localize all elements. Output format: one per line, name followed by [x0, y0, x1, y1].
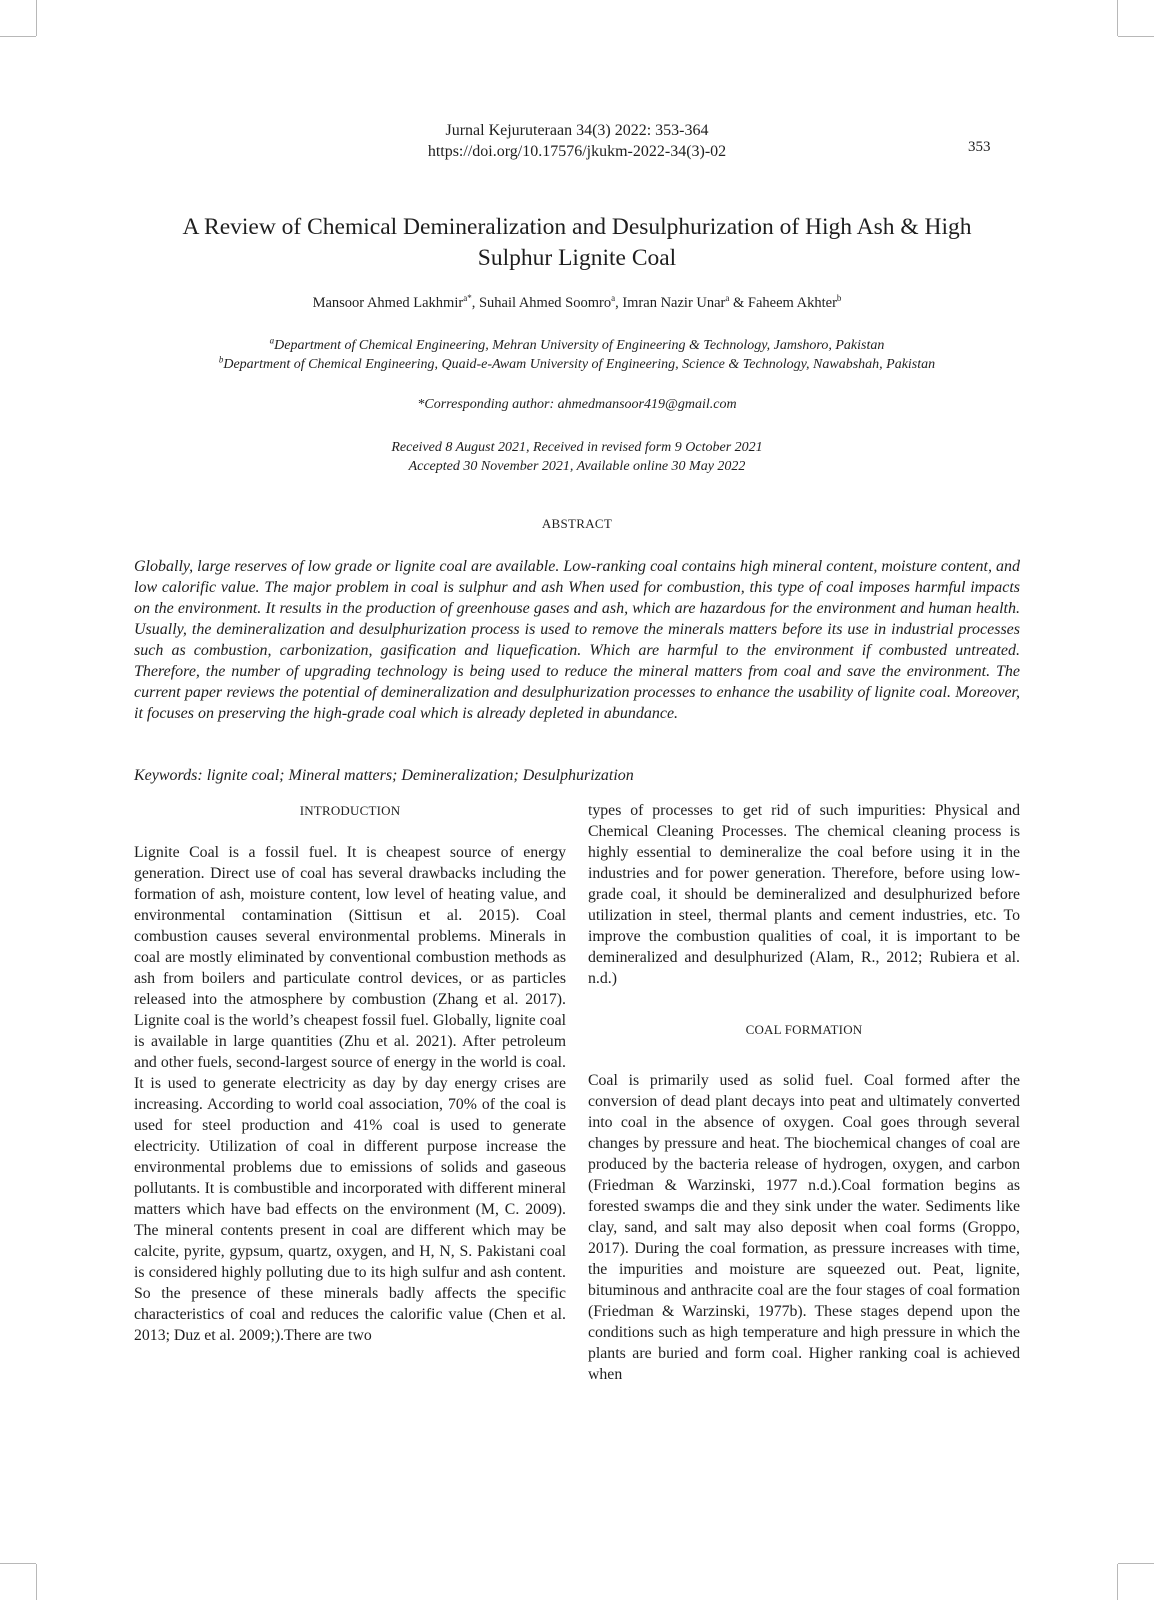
affiliations [100, 336, 1054, 374]
author-affil-mark: a* [463, 293, 472, 304]
coal-formation-heading: COAL FORMATION [745, 1022, 863, 1037]
author-separator: , [471, 295, 479, 311]
author-name: Mansoor Ahmed Lakhmir [312, 295, 464, 311]
journal-header [300, 120, 854, 162]
journal-citation: Jurnal Kejuruteraan 34(3) 2022: 353-364 [445, 122, 709, 139]
abstract-heading: ABSTRACT [541, 516, 613, 531]
left-column [134, 800, 566, 1346]
author-affil-mark: a [725, 293, 730, 304]
keywords: Keywords: lignite coal; Mineral matters; Demineralization; Desulphurization [134, 767, 634, 784]
crop-mark-bl-v [36, 1564, 37, 1600]
page-number: 353 [968, 139, 991, 155]
right-column [588, 800, 1020, 1385]
crop-mark-tl-h [0, 36, 36, 37]
introduction-paragraph: Lignite Coal is a fossil fuel. It is cheapest source of energy generation. Direct use of coal has several drawbacks including the formation of ash, moisture content, low level of heating value, and environmental contamination (Sittisun et al. 2015). Coal combustion causes several environmental problems. Minerals in coal are mostly eliminated by conventional combustion methods as ash from boilers and particulate control devices, or as particles released into the atmosphere by combustion (Zhang et al. 2017). Lignite coal is the world’s cheapest fossil fuel. Globally, lignite coal is available in large quantities (Zhu et al. 2021). After petroleum and other fuels, second-largest source of energy in the world is coal. It is used to generate electricity as day by day energy crises are increasing. According to world coal association, 70% of the coal is used for steel production and 41% coal is used to generate electricity. Utilization of coal in different purpose increase the environmental problems due to emissions of solids and gaseous pollutants. It is combustible and incorporated with different mineral matters which have bad effects on the environment (M, C. 2009). The mineral contents present in coal are different which may be calcite, pyrite, gypsum, quartz, oxygen, and H, N, S. Pakistani coal is considered highly polluting due to its high sulfur and ash content. So the presence of these minerals badly affects the specific characteristics of coal and reduces the calorific value (Chen et al. 2013; Duz et al. 2009;).There are two [134, 844, 566, 1344]
doi-link[interactable]: https://doi.org/10.17576/jkukm-2022-34(3)-02 [427, 143, 727, 160]
author-name: Faheem Akhter [747, 295, 837, 311]
abstract-text: Globally, large reserves of low grade or lignite coal are available. Low-ranking coal contains high mineral content, moisture content, and low calorific value. The major problem in coal is sulphur and ash When used for combustion, this type of coal imposes harmful impacts on the environment. It results in the production of greenhouse gases and ash, which are hazardous for the environment and human health. Usually, the demineralization and desulphurization process is used to remove the minerals matters before its use in industrial processes such as combustion, carbonization, gasification and liquefication. Which are harmful to the environment if combusted untreated. Therefore, the number of upgrading technology is being used to reduce the mineral matters from coal and save the environment. The current paper reviews the potential of demineralization and desulphurization processes to enhance the usability of lignite coal. Moreover, it focuses on preserving the high-grade coal which is already depleted in abundance. [134, 558, 1020, 722]
author-separator: , [615, 295, 623, 311]
crop-mark-bl-h [0, 1563, 36, 1564]
received-dates: Received 8 August 2021, Received in revised form 9 October 2021 [391, 440, 763, 455]
crop-mark-tr-v [1117, 0, 1118, 36]
introduction-heading: INTRODUCTION [299, 803, 401, 818]
crop-mark-tl-v [36, 0, 37, 36]
author-name: Imran Nazir Unar [622, 295, 726, 311]
paper-title [130, 212, 1024, 274]
coal-formation-paragraph: Coal is primarily used as solid fuel. Coal formed after the conversion of dead plant decays into peat and ultimately converted into coal in the absence of oxygen. Coal goes through several changes by pressure and heat. The biochemical changes of coal are produced by the bacteria release of hydrogen, oxygen, and carbon (Friedman & Warzinski, 1977 n.d.).Coal formation begins as forested swamps die and they sink under the water. Sediments like clay, sand, and salt may also deposit when coal forms (Groppo, 2017). During the coal formation, as pressure increases with time, the impurities and moisture are squeezed out. Peat, lignite, bituminous and anthracite coal are the four stages of coal formation (Friedman & Warzinski, 1977b). These stages depend upon the conditions such as high temperature and high pressure in which the plants are buried and form coal. Higher ranking coal is achieved when [588, 1072, 1020, 1383]
title-line-1: A Review of Chemical Demineralization and Desulphurization of High Ash & High [182, 214, 972, 240]
affiliation-a: $^a$Department of Chemical Engineering, Mehran University of Engineering & Technology, Jamshoro, Pakistan [269, 335, 885, 353]
corresponding-author: *Corresponding author: ahmedmansoor419@gmail.com [417, 397, 737, 412]
author-list [130, 295, 1024, 312]
author-separator: & [729, 295, 748, 311]
accepted-dates: Accepted 30 November 2021, Available online 30 May 2022 [408, 459, 746, 474]
crop-mark-br-v [1117, 1564, 1118, 1600]
crop-mark-tr-h [1118, 36, 1154, 37]
article-dates [130, 438, 1024, 476]
title-line-2: Sulphur Lignite Coal [477, 245, 677, 271]
crop-mark-br-h [1118, 1563, 1154, 1564]
introduction-continued: types of processes to get rid of such impurities: Physical and Chemical Cleaning Processes. The chemical cleaning process is highly essential to demineralize the coal before using it in the industries and for power generation. Therefore, before using low-grade coal, it should be demineralized and desulphurized before utilization in steel, thermal plants and cement industries, etc. To improve the combustion qualities of coal, it is important to be demineralized and desulphurized (Alam, R., 2012; Rubiera et al. n.d.) [588, 802, 1020, 987]
author-name: Suhail Ahmed Soomro [478, 295, 612, 311]
author-affil-mark: a [611, 293, 616, 304]
affiliation-b: $^b$Department of Chemical Engineering, Quaid-e-Awam University of Engineering, Science & Technology, Nawabshah, Pakistan [218, 354, 936, 372]
author-affil-mark: b [836, 293, 842, 304]
